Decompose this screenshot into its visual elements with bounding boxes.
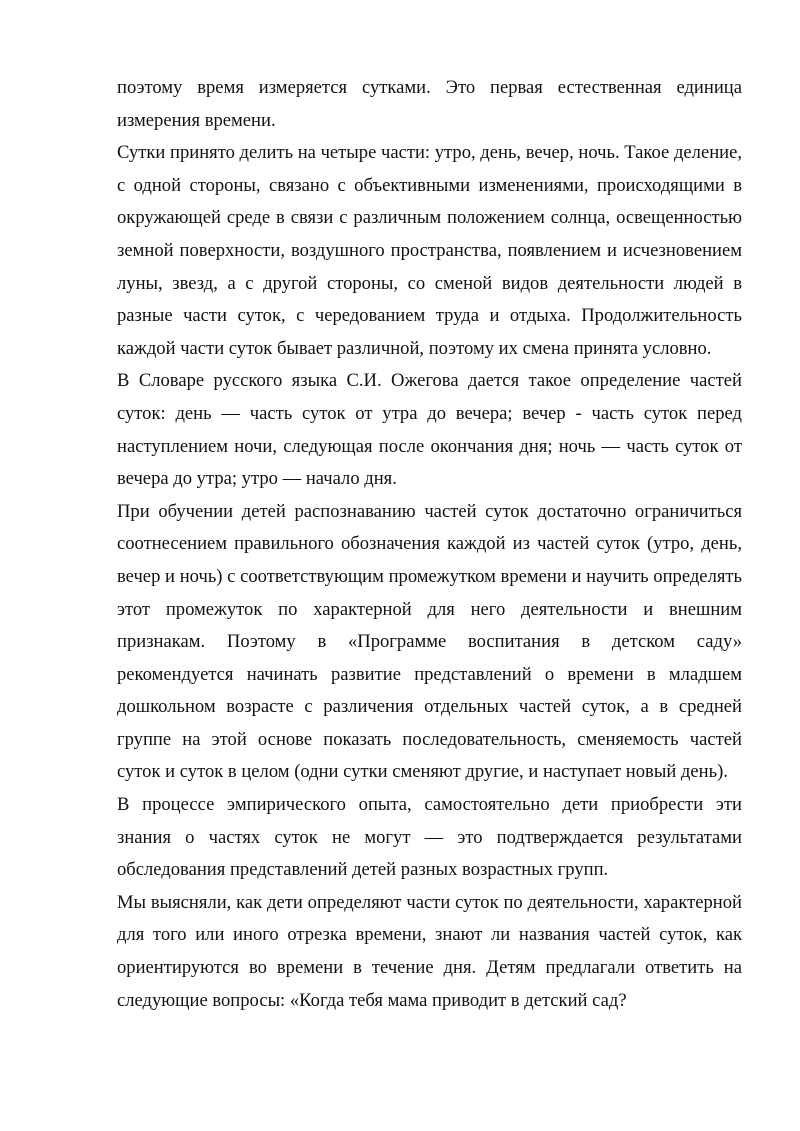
paragraph: При обучении детей распознаванию частей суток достаточно ограничиться соотнесением правильного обозначения каждой из частей суток (утро, день, вечер и ночь) с соответствующим промежутком времени и научить определять этот промежуток по характерной для него деятельности и внешним признакам. Поэтому в «Программе воспитания в детском саду» рекомендуется начинать развитие представлений о времени в младшем дошкольном возрасте с различения отдельных частей суток, а в средней группе на этой основе показать последовательность, сменяемость частей суток и суток в целом (одни сутки сменяют другие, и наступает новый день). [117,500,742,783]
paragraph: Мы выясняли, как дети определяют части суток по деятельности, характерной для того или иного отрезка времени, знают ли названия частей суток, как ориентируются во времени в течение дня. Детям предлагали ответить на следующие вопросы: «Когда тебя мама приводит в детский сад? [117,891,742,1011]
paragraph: поэтому время измеряется сутками. Это первая естественная единица измерения времени. [117,77,742,131]
paragraph: В Словаре русского языка С.И. Ожегова дается такое определение частей суток: день — часть суток от утра до вечера; вечер - часть суток перед наступлением ночи, следующая после окончания дня; ночь — часть суток от вечера до утра; утро — начало дня. [117,370,742,490]
paragraph: В процессе эмпирического опыта, самостоятельно дети приобрести эти знания о частях суток не могут — это подтверждается результатами обследования представлений детей разных возрастных групп. [117,794,742,881]
paragraph: Сутки принято делить на четыре части: утро, день, вечер, ночь. Такое деление, с одной стороны, связано с объективными изменениями, происходящими в окружающей среде в связи с различным положением солнца, освещенностью земной поверхности, воздушного пространства, появлением и исчезновением луны, звезд, а с другой стороны, со сменой видов деятельности людей в разные части суток, с чередованием труда и отдыха. Продолжительность каждой части суток бывает различной, поэтому их смена принята условно. [117,142,742,359]
document-page [117,72,742,1017]
